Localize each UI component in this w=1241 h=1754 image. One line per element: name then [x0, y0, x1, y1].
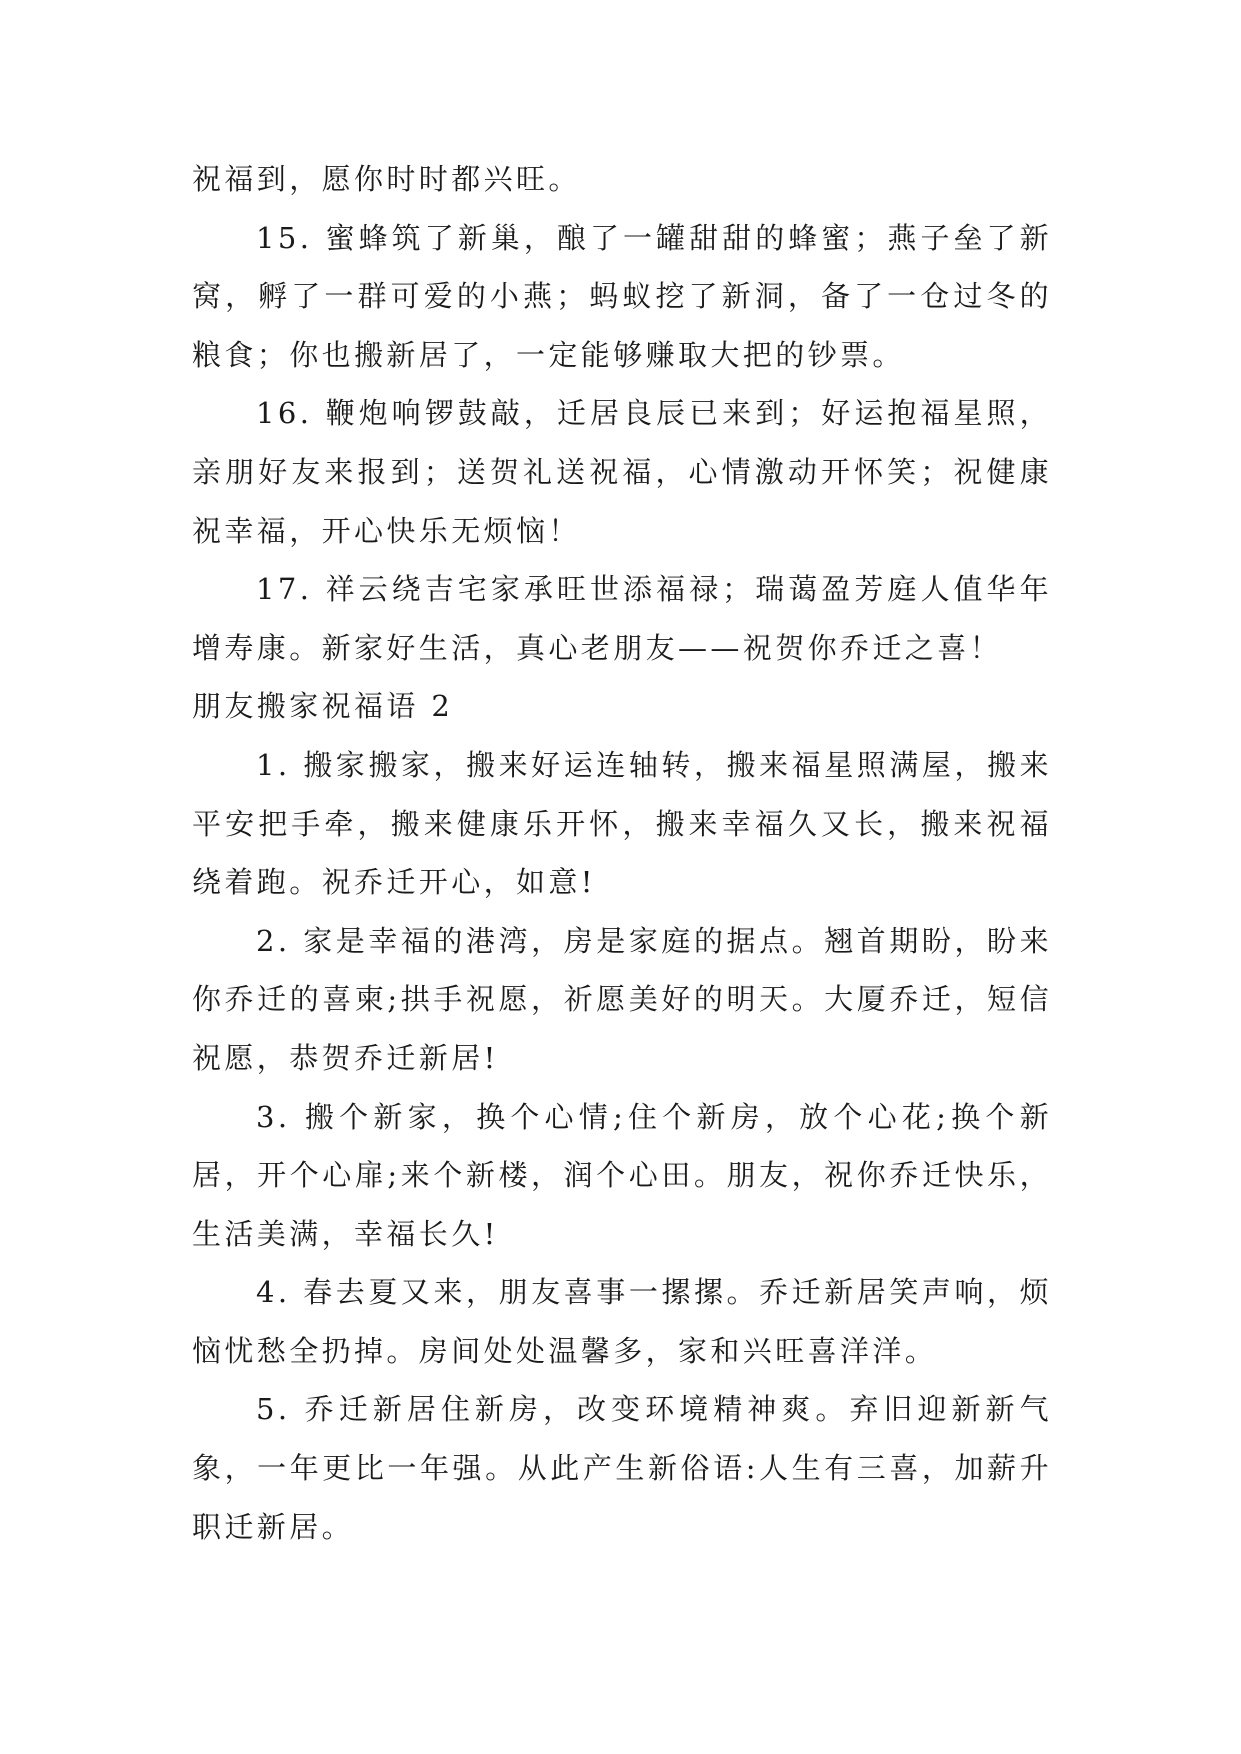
blessing-item-1: 1. 搬家搬家，搬来好运连轴转，搬来福星照满屋，搬来平安把手牵，搬来健康乐开怀，搬来幸福久又长，搬来祝福绕着跑。祝乔迁开心，如意! — [192, 747, 1052, 900]
blessing-item-17: 17. 祥云绕吉宅家承旺世添福禄；瑞蔼盈芳庭人值华年增寿康。新家好生活，真心老朋友——祝贺你乔迁之喜！ — [192, 572, 1052, 665]
blessing-item-2: 2. 家是幸福的港湾，房是家庭的据点。翘首期盼，盼来你乔迁的喜柬;拱手祝愿，祈愿美好的明天。大厦乔迁，短信祝愿，恭贺乔迁新居! — [192, 923, 1052, 1075]
blessing-item-16: 16. 鞭炮响锣鼓敲，迁居良辰已来到；好运抱福星照，亲朋好友来报到；送贺礼送祝福，心情激动开怀笑；祝健康祝幸福，开心快乐无烦恼！ — [192, 396, 1052, 548]
blessing-item-4: 4. 春去夏又来，朋友喜事一摞摞。乔迁新居笑声响，烦恼忧愁全扔掉。房间处处温馨多，家和兴旺喜洋洋。 — [192, 1275, 1052, 1368]
continuation-paragraph: 祝福到，愿你时时都兴旺。 — [192, 162, 581, 196]
section-heading: 朋友搬家祝福语 2 — [192, 689, 454, 724]
blessing-item-5: 5. 乔迁新居住新房，改变环境精神爽。弃旧迎新新气象，一年更比一年强。从此产生新俗语:人生有三喜，加薪升职迁新居。 — [192, 1392, 1052, 1544]
document-body — [192, 150, 1052, 1556]
blessing-item-15: 15. 蜜蜂筑了新巢，酿了一罐甜甜的蜂蜜；燕子垒了新窝，孵了一群可爱的小燕；蚂蚁挖了新洞，备了一仓过冬的粮食；你也搬新居了，一定能够赚取大把的钞票。 — [192, 220, 1052, 372]
blessing-item-3: 3. 搬个新家，换个心情;住个新房，放个心花;换个新居，开个心扉;来个新楼，润个心田。朋友，祝你乔迁快乐，生活美满，幸福长久! — [192, 1099, 1052, 1251]
